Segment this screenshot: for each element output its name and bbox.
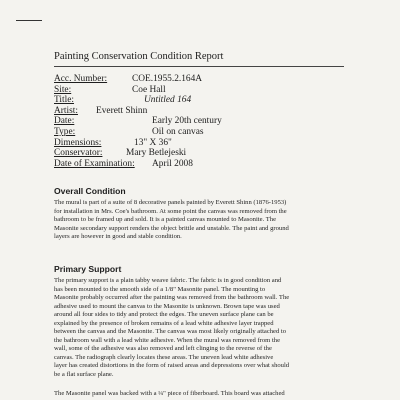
meta-value: Oil on canvas <box>152 126 204 137</box>
meta-value: Early 20th century <box>152 116 222 127</box>
meta-label: Title: <box>54 95 74 106</box>
text-line: Masonite secondary support renders the object brittle and unstable. The paint and ground <box>54 224 289 232</box>
meta-label: Site: <box>54 84 72 95</box>
text-line: wall, some of the adhesive was also removed and left clinging to the reverse of the <box>54 345 272 352</box>
meta-value: April 2008 <box>152 158 193 169</box>
meta-label: Acc. Number: <box>54 74 108 84</box>
meta-value: COE.1955.2.164A <box>132 74 203 84</box>
meta-row <box>54 148 354 159</box>
meta-row <box>54 127 354 138</box>
text-line: adhesive used to mount the canvas to the Masonite is unknown. Brown tape was used <box>54 302 280 310</box>
text-line: layer has created distortions in the form of raised areas and depressions over what should <box>54 362 290 369</box>
meta-row <box>54 74 354 85</box>
meta-row <box>54 116 354 127</box>
text-line: around all four sides to tidy and protect the edges. The uneven surface plane can be <box>54 311 274 318</box>
margin-mark <box>16 20 42 21</box>
text-line: The Masonite panel was backed with a ¼" piece of fiberboard. This board was attached <box>54 390 285 397</box>
meta-value: Everett Shinn <box>96 105 148 116</box>
meta-label: Dimensions: <box>54 137 102 148</box>
meta-value: 13" X 36" <box>134 137 172 148</box>
paragraph-primary-support <box>54 277 346 379</box>
meta-label: Date of Examination: <box>54 158 135 169</box>
section-heading-overall-condition: Overall Condition <box>54 186 126 196</box>
text-line: The mural is part of a suite of 8 decorative panels painted by Everett Shinn (1876-1953) <box>54 199 287 206</box>
metadata-block <box>54 74 354 169</box>
text-line: the bathroom wall with a lead white adhesive. When the mural was removed from the <box>54 336 281 344</box>
meta-value: Coe Hall <box>132 84 166 95</box>
meta-row <box>54 159 354 170</box>
text-line: bathroom to be framed up and sold. It is a painted canvas mounted to Masonite. The <box>54 216 276 223</box>
meta-row <box>54 138 354 149</box>
meta-value: Mary Betlejeski <box>126 148 187 159</box>
meta-row <box>54 95 354 106</box>
section-heading-primary-support: Primary Support <box>54 264 122 274</box>
title-divider <box>54 66 344 67</box>
text-line: explained by the presence of broken remains of a lead white adhesive layer trapped <box>54 319 274 327</box>
paragraph-backing <box>54 390 346 399</box>
document-title: Painting Conservation Condition Report <box>54 51 224 62</box>
text-line: for installation in Mrs. Coe's bathroom. At some point the canvas was removed from the <box>54 207 287 215</box>
meta-label: Type: <box>54 126 76 137</box>
text-line: has been mounted to the smooth side of a 1/8" Masonite panel. The mounting to <box>54 285 266 293</box>
meta-value: Untitled 164 <box>144 95 192 106</box>
meta-row <box>54 106 354 117</box>
paragraph-overall-condition <box>54 199 346 242</box>
text-line: Masonite probably occurred after the painting was removed from the bathroom wall. The <box>54 294 290 301</box>
meta-label: Artist: <box>54 105 78 116</box>
meta-row <box>54 85 354 96</box>
text-line: layers are however in good and stable condition. <box>54 233 182 240</box>
meta-label: Date: <box>54 116 75 127</box>
text-line: The primary support is a plain tabby weave fabric. The fabric is in good condition and <box>54 277 282 284</box>
text-line: be a flat surface plane. <box>54 370 114 378</box>
meta-label: Conservator: <box>54 148 103 159</box>
text-line: canvas. The radiograph clearly locates these areas. The uneven lead white adhesive <box>54 353 274 361</box>
text-line: between the canvas and the Masonite. The canvas was most likely originally attached to <box>54 328 287 335</box>
